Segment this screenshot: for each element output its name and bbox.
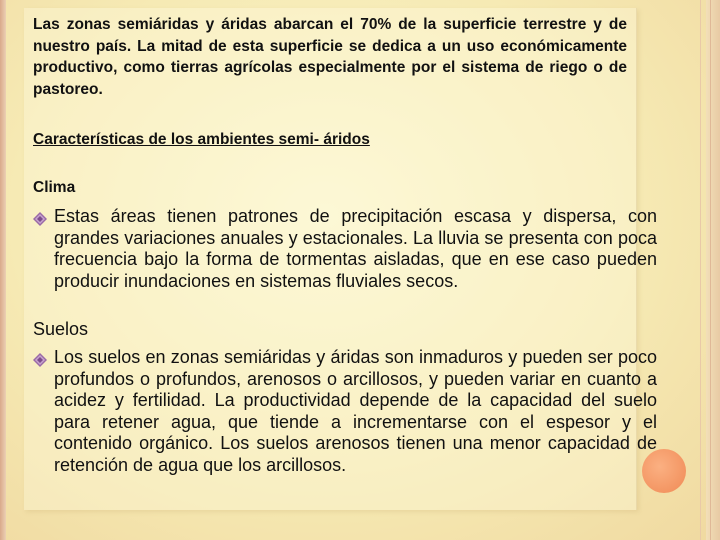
- left-border: [0, 0, 6, 540]
- diamond-bullet-icon: [33, 210, 47, 224]
- suelos-title: Suelos: [33, 319, 89, 339]
- clima-bullet: [33, 206, 657, 292]
- suelos-bullet-text: Los suelos en zonas semiáridas y áridas son inmaduros y pueden ser poco profundos o profundos, arenosos o arcillosos, y pueden variar en cuanto a acidez y fertilidad. La productividad depende de la capacidad del suelo para retener agua, que tiende a incrementarse con el espesor y el contenido orgánico. Los suelos arenosos tienen una menor capacidad de retención de agua que los arcillosos.: [54, 347, 657, 475]
- diamond-bullet-icon: [33, 351, 47, 365]
- right-border: [706, 0, 720, 540]
- intro-paragraph: Las zonas semiáridas y áridas abarcan el 70% de la superficie terrestre y de nuestro país. La mitad de esta superficie se dedica a un uso económicamente productivo, como tierras agrícolas especialmente por el sistema de riego o de pastoreo.: [33, 16, 627, 98]
- clima-bullet-text: Estas áreas tienen patrones de precipitación escasa y dispersa, con grandes variaciones anuales y estacionales. La lluvia se presenta con poca frecuencia bajo la forma de tormentas aisladas, que en ese caso pueden producir inundaciones en sistemas fluviales secos.: [54, 206, 657, 291]
- suelos-bullet: [33, 347, 657, 476]
- right-border-line: [700, 0, 701, 540]
- section-heading: Características de los ambientes semi- áridos: [33, 131, 370, 148]
- clima-title: Clima: [33, 179, 76, 196]
